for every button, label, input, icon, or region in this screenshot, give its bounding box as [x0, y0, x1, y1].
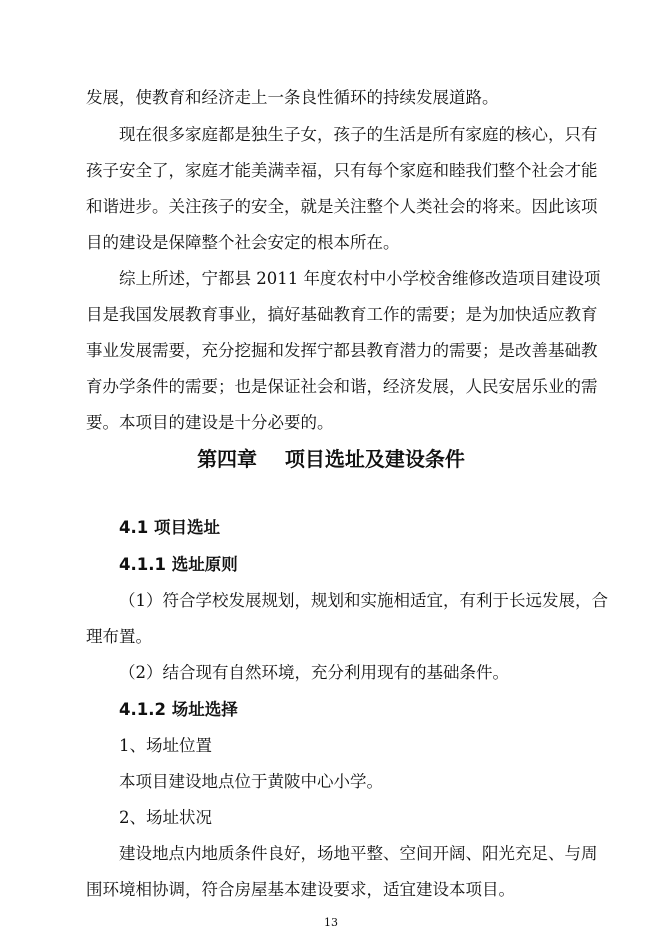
section-heading-4-1-1: 4.1.1 选址原则 — [119, 555, 238, 574]
paragraph-line: 发展，使教育和经济走上一条良性循环的持续发展道路。 — [86, 88, 499, 107]
paragraph-line: 事业发展需要，充分挖掘和发挥宁都县教育潜力的需要；是改善基础教 — [86, 341, 598, 360]
item-text-continuation: 围环境相协调，符合房屋基本建设要求，适宜建设本项目。 — [86, 880, 515, 899]
paragraph-line: 综上所述，宁都县 2011 年度农村中小学校舍维修改造项目建设项 — [119, 269, 601, 288]
paragraph-line: 目是我国发展教育事业，搞好基础教育工作的需要；是为加快适应教育 — [86, 305, 598, 324]
paragraph-line: 目的建设是保障整个社会安定的根本所在。 — [86, 233, 400, 252]
list-item-continuation: 理布置。 — [86, 627, 152, 646]
section-heading-4-1: 4.1 项目选址 — [119, 518, 220, 537]
section-heading-4-1-2: 4.1.2 场址选择 — [119, 700, 238, 719]
list-item: （2）结合现有自然环境，充分利用现有的基础条件。 — [119, 663, 509, 682]
paragraph-line: 孩子安全了，家庭才能美满幸福，只有每个家庭和睦我们整个社会才能 — [86, 161, 598, 180]
paragraph-line: 育办学条件的需要；也是保证社会和谐，经济发展，人民安居乐业的需 — [86, 377, 598, 396]
paragraph-line: 要。本项目的建设是十分必要的。 — [86, 413, 334, 432]
chapter-title: 第四章 项目选址及建设条件 — [197, 447, 465, 471]
item-title: 1、场址位置 — [119, 736, 212, 755]
item-text: 本项目建设地点位于黄陂中心小学。 — [119, 772, 383, 791]
page-number: 13 — [324, 916, 338, 929]
paragraph-line: 现在很多家庭都是独生子女，孩子的生活是所有家庭的核心，只有 — [119, 125, 598, 144]
list-item: （1）符合学校发展规划，规划和实施相适宜，有利于长远发展，合 — [119, 591, 608, 610]
item-title: 2、场址状况 — [119, 808, 212, 827]
item-text: 建设地点内地质条件良好，场地平整、空间开阔、阳光充足、与周 — [119, 844, 598, 863]
paragraph-line: 和谐进步。关注孩子的安全，就是关注整个人类社会的将来。因此该项 — [86, 197, 598, 216]
